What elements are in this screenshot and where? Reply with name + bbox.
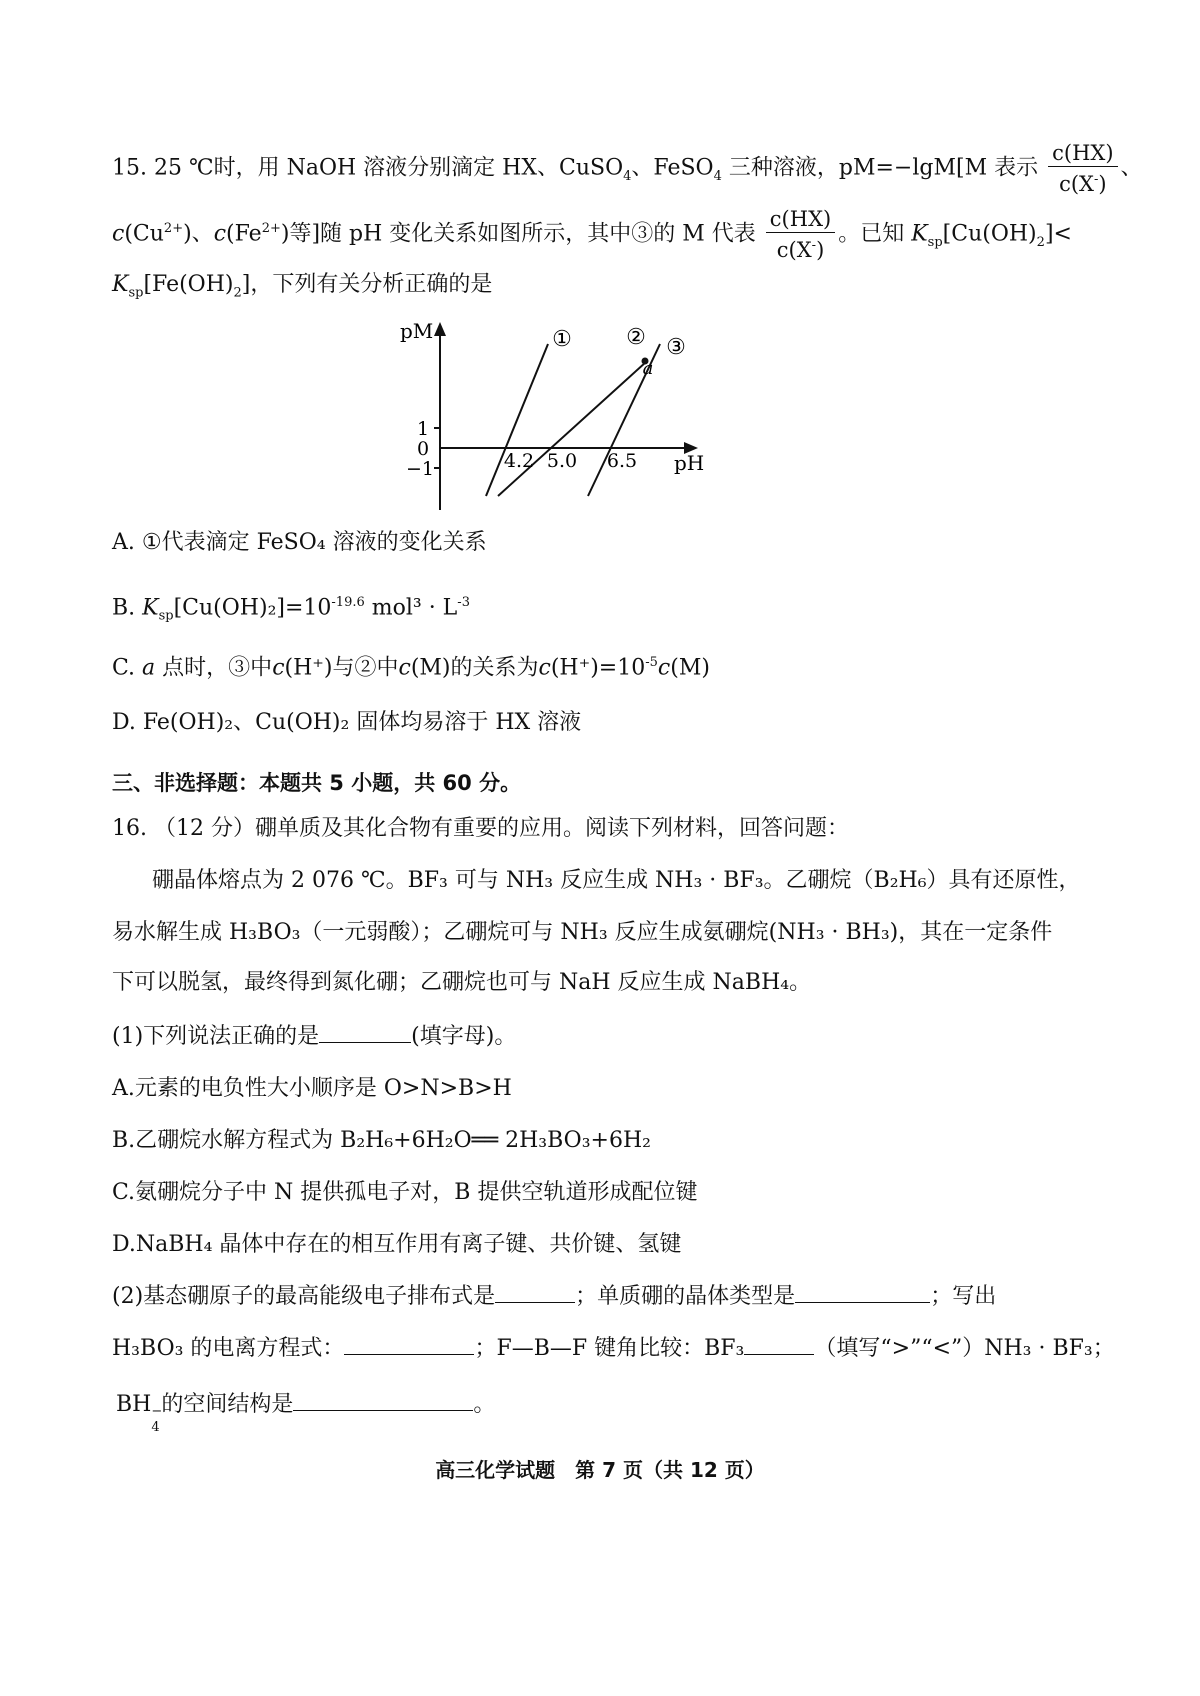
q16-sub1: (1)下列说法正确的是 (填字母)。 [112,1024,517,1049]
ph-chart [0,318,1200,518]
x-tick: 6.5 [606,450,638,472]
answer-blank[interactable] [795,1282,930,1303]
series-label: ③ [666,335,686,360]
q16-sub2-line1: (2)基态硼原子的最高能级电子排布式是 ；单质硼的晶体类型是 ；写出 [112,1284,997,1309]
x-tick: 4.2 [503,450,535,472]
q15-stem-line1: 15. 25 ℃时，用 NaOH 溶液分别滴定 HX、CuSO$_4$、FeSO$_4$ 三种溶液，pM=−lgM[M 表示 $\frac{c(HX)}{c(X^-)}$ 、 [112,141,1143,196]
fraction: $\frac{c(HX)}{c(X^-)}$ [1048,140,1117,197]
x-tick: 5.0 [546,450,578,472]
q16-sub2-line3: BH − 4 的空间结构是 。 [116,1392,496,1435]
y-tick: 1 [416,418,430,440]
answer-blank[interactable] [293,1390,473,1411]
q16-option-b: B.乙硼烷水解方程式为 B₂H₆+6H₂O══ 2H₃BO₃+6H₂ [112,1128,651,1153]
answer-blank[interactable] [744,1334,814,1355]
series-line-3 [498,362,646,496]
series-line-1 [486,344,548,496]
q15-option-a: A. ①代表滴定 FeSO₄ 溶液的变化关系 [112,530,487,555]
answer-blank[interactable] [319,1022,411,1043]
q16-para-line1: 硼晶体熔点为 2 076 ℃。BF₃ 可与 NH₃ 反应生成 NH₃ · BF₃。乙硼烷（B₂H₆）具有还原性， [152,868,1081,893]
answer-blank[interactable] [344,1334,474,1355]
series-label: ① [552,327,572,352]
annotation-a: a [642,358,654,379]
q15-option-b: B. $K_{sp}[Cu(OH)_2]=10^{-19.6}$ $mol^3 \cdot L^{-3}$ [112,595,470,624]
series-label: ② [626,325,646,350]
answer-blank[interactable] [495,1282,575,1303]
q16-option-a: A.元素的电负性大小顺序是 O>N>B>H [112,1076,512,1101]
q16-option-c: C.氨硼烷分子中 N 提供孤电子对，B 提供空轨道形成配位键 [112,1180,698,1205]
y-axis-arrow [434,322,446,336]
y-tick: −1 [405,458,435,480]
q15-stem-line2: $c(Cu^{2+})$、$c(Fe^{2+})$等]随 pH 变化关系如图所示，其中③的 M 代表 $\frac{c(HX)}{c(X^-)}$ 。已知 $K_{sp}[Cu(OH)_2]<$ [112,207,1072,262]
y-tick: 0 [416,438,430,460]
q15-option-d: D. Fe(OH)₂、Cu(OH)₂ 固体均易溶于 HX 溶液 [112,710,582,735]
q16-para-line2: 易水解生成 H₃BO₃（一元弱酸）；乙硼烷可与 NH₃ 反应生成氨硼烷(NH₃ · BH₃)，其在一定条件 [112,920,1053,945]
fraction-2: $\frac{c(HX)}{c(X^-)}$ [766,206,835,263]
q16-sub2-line2: H₃BO₃ 的电离方程式： ；F—B—F 键角比较：BF₃ （填写“>”“<”）NH₃ · BF₃； [112,1336,1115,1361]
page-footer: 高三化学试题 第 7 页（共 12 页） [435,1458,765,1482]
q16-option-d: D.NaBH₄ 晶体中存在的相互作用有离子键、共价键、氢键 [112,1232,682,1257]
q16-para-line3: 下可以脱氢，最终得到氮化硼；乙硼烷也可与 NaH 反应生成 NaBH₄。 [112,970,812,995]
y-axis-label: pM [400,319,434,343]
x-axis-label: pH [674,451,705,475]
q15-stem-line3: $K_{sp}[Fe(OH)_2]$，下列有关分析正确的是 [112,272,493,301]
q15-option-c: C. a 点时，③中c(H⁺)与②中c(M)的关系为$c(H^+)=10^{-5}c(M)$ [112,655,710,681]
section-heading: 三、非选择题：本题共 5 小题，共 60 分。 [112,771,522,795]
q16-head: 16. （12 分）硼单质及其化合物有重要的应用。阅读下列材料，回答问题： [112,816,849,841]
